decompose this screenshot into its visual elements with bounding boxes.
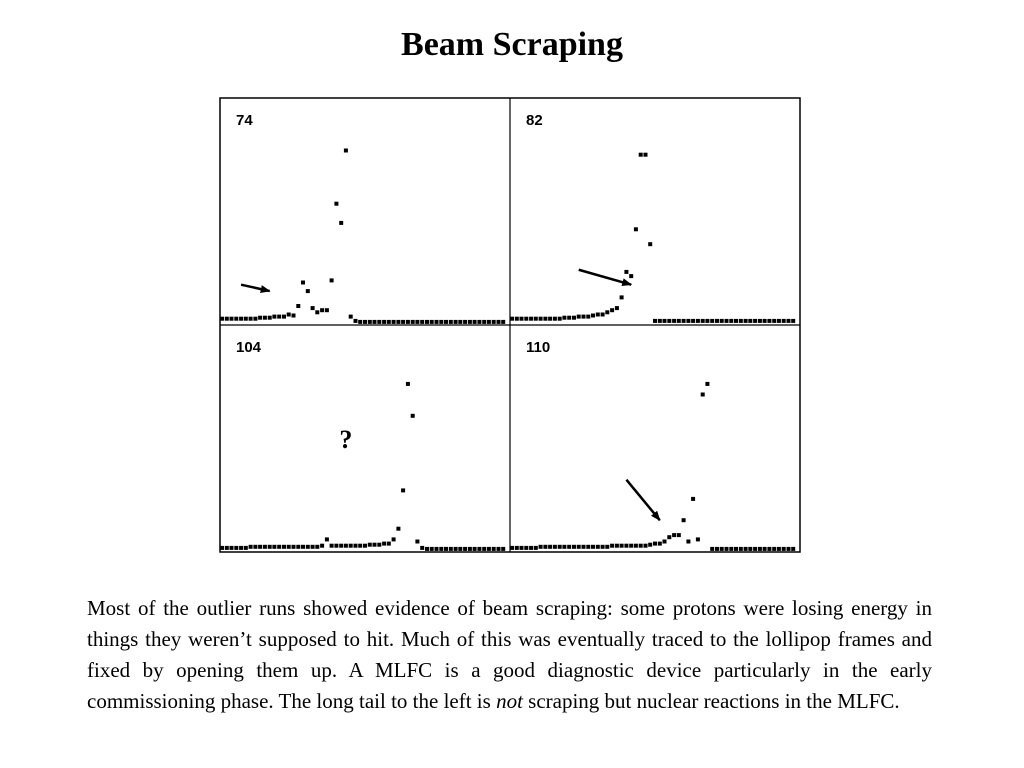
data-point [677,319,681,323]
data-point [558,317,562,321]
data-point [734,547,738,551]
data-point [263,545,267,549]
data-point [382,542,386,546]
data-point [287,545,291,549]
data-point [653,319,657,323]
data-point [591,545,595,549]
panel-74 [220,112,505,324]
data-point [601,313,605,317]
data-point [667,535,671,539]
data-point [268,545,272,549]
data-point [577,545,581,549]
data-point [610,308,614,312]
annotation-question-mark: ? [339,424,353,454]
data-point [263,316,267,320]
data-point [253,317,257,321]
data-point [368,543,372,547]
data-point [548,317,552,321]
data-point [234,317,238,321]
data-point [515,546,519,550]
data-point [672,319,676,323]
data-point [225,317,229,321]
data-point [634,227,638,231]
annotation-arrow [241,285,270,291]
data-point [411,320,415,324]
data-point [449,320,453,324]
data-point [672,533,676,537]
data-point [296,304,300,308]
data-point [444,320,448,324]
panel-104 [220,339,505,551]
data-point [311,545,315,549]
data-point [543,545,547,549]
data-point [748,547,752,551]
data-point [763,547,767,551]
data-point [705,382,709,386]
data-point [663,540,667,544]
data-point [782,319,786,323]
data-point [744,319,748,323]
slide-title: Beam Scraping [401,26,623,63]
data-point [791,547,795,551]
data-point [629,544,633,548]
caption-text-start: Most of the outlier runs showed evidence of beam scraping: some protons were losing energy in things they weren’t supposed to hit. Much of this was eventually traced to the lollipop frames and fixed by opening them up. A MLFC is a good diagnostic device particularly in the early commissioning phase. The long tail to the left is [87,596,932,713]
data-point [758,319,762,323]
data-point [620,295,624,299]
data-point [477,320,481,324]
data-point [244,546,248,550]
data-point [401,320,405,324]
data-point [725,547,729,551]
data-point [682,319,686,323]
data-point [296,545,300,549]
data-point [787,319,791,323]
data-point [373,320,377,324]
data-point [744,547,748,551]
data-point [562,316,566,320]
data-point [562,545,566,549]
panel-label: 74 [236,112,253,129]
data-point [287,313,291,317]
data-point [567,316,571,320]
data-point [553,545,557,549]
data-point [634,544,638,548]
data-point [501,320,505,324]
data-point [258,545,262,549]
data-point [729,319,733,323]
data-point [415,320,419,324]
data-point [624,270,628,274]
data-point [701,319,705,323]
data-point [558,545,562,549]
data-point [439,547,443,551]
data-point [524,546,528,550]
data-point [339,544,343,548]
data-point [791,319,795,323]
data-point [497,547,501,551]
annotation-arrow [626,480,659,520]
data-point [710,547,714,551]
data-point [411,414,415,418]
data-point [244,317,248,321]
caption-text-end: scraping but nuclear reactions in the MLFC. [522,689,900,713]
data-point [468,320,472,324]
data-point [720,319,724,323]
data-point [277,315,281,319]
data-point [482,547,486,551]
data-point [387,320,391,324]
data-point [392,320,396,324]
data-point [330,278,334,282]
data-point [739,319,743,323]
data-point [572,545,576,549]
scatter-figure [219,97,801,553]
data-point [577,315,581,319]
data-point [715,319,719,323]
data-point [320,544,324,548]
data-point [468,547,472,551]
data-point [553,317,557,321]
data-point [349,315,353,319]
data-point [430,320,434,324]
data-point [543,317,547,321]
data-point [435,320,439,324]
data-point [753,547,757,551]
data-point [306,289,310,293]
data-point [477,547,481,551]
data-point [629,274,633,278]
data-point [487,547,491,551]
data-point [686,319,690,323]
caption-emphasis: not [496,689,523,713]
data-point [658,542,662,546]
data-point [782,547,786,551]
data-point [520,317,524,321]
data-point [354,319,358,323]
data-point [682,518,686,522]
data-point [710,319,714,323]
panel-label: 82 [526,112,543,129]
data-point [492,547,496,551]
panel-82 [510,112,795,323]
data-point [234,546,238,550]
data-point [330,544,334,548]
data-point [458,320,462,324]
data-point [239,546,243,550]
data-point [349,544,353,548]
data-point [615,306,619,310]
data-point [282,545,286,549]
data-point [572,316,576,320]
data-point [487,320,491,324]
scatter-panels-svg [219,97,801,553]
data-point [777,547,781,551]
data-point [444,547,448,551]
data-point [363,544,367,548]
data-point [463,547,467,551]
data-point [377,543,381,547]
data-point [258,316,262,320]
data-point [529,317,533,321]
data-point [667,319,671,323]
data-point [686,540,690,544]
data-point [406,382,410,386]
data-point [658,319,662,323]
data-point [701,393,705,397]
data-point [767,319,771,323]
panel-label: 104 [236,339,262,356]
data-point [644,153,648,157]
data-point [582,545,586,549]
data-point [334,202,338,206]
caption-paragraph [87,593,932,717]
data-point [230,317,234,321]
data-point [401,488,405,492]
data-point [358,544,362,548]
data-point [320,308,324,312]
panel-110 [510,339,795,551]
data-point [306,545,310,549]
data-point [567,545,571,549]
data-point [601,545,605,549]
data-point [753,319,757,323]
data-point [482,320,486,324]
data-point [473,547,477,551]
data-point [596,545,600,549]
data-point [354,544,358,548]
data-point [463,320,467,324]
data-point [705,319,709,323]
data-point [605,545,609,549]
data-point [301,281,305,285]
data-point [497,320,501,324]
data-point [696,319,700,323]
data-point [663,319,667,323]
data-point [420,320,424,324]
data-point [430,547,434,551]
data-point [449,547,453,551]
data-point [239,317,243,321]
data-point [534,546,538,550]
data-point [787,547,791,551]
data-point [548,545,552,549]
data-point [763,319,767,323]
data-point [377,320,381,324]
data-point [315,545,319,549]
data-point [334,544,338,548]
data-point [734,319,738,323]
data-point [691,497,695,501]
data-point [696,537,700,541]
data-point [396,527,400,531]
data-point [605,310,609,314]
data-point [230,546,234,550]
data-point [387,542,391,546]
data-point [725,319,729,323]
data-point [363,320,367,324]
data-point [420,546,424,550]
data-point [396,320,400,324]
data-point [615,544,619,548]
data-point [272,315,276,319]
data-point [539,545,543,549]
annotation-arrow [579,270,631,285]
data-point [253,545,257,549]
data-point [406,320,410,324]
data-point [772,319,776,323]
data-point [425,547,429,551]
panel-label: 110 [526,339,551,356]
data-point [596,313,600,317]
data-point [772,547,776,551]
data-point [368,320,372,324]
data-point [225,546,229,550]
data-point [729,547,733,551]
data-point [534,317,538,321]
data-point [339,221,343,225]
data-point [677,533,681,537]
data-point [492,320,496,324]
data-point [249,317,253,321]
data-point [301,545,305,549]
data-point [425,320,429,324]
data-point [358,320,362,324]
data-point [501,547,505,551]
data-point [454,547,458,551]
data-point [624,544,628,548]
data-point [720,547,724,551]
data-point [515,317,519,321]
data-point [277,545,281,549]
data-point [282,315,286,319]
data-point [458,547,462,551]
data-point [439,320,443,324]
data-point [435,547,439,551]
data-point [415,540,419,544]
data-point [392,537,396,541]
data-point [586,545,590,549]
data-point [268,316,272,320]
data-point [767,547,771,551]
data-point [373,543,377,547]
data-point [586,315,590,319]
data-point [644,544,648,548]
data-point [454,320,458,324]
data-point [648,543,652,547]
data-point [591,314,595,318]
data-point [620,544,624,548]
data-point [639,153,643,157]
data-point [344,149,348,153]
data-point [344,544,348,548]
data-point [529,546,533,550]
data-point [777,319,781,323]
data-point [582,315,586,319]
data-point [739,547,743,551]
data-point [249,545,253,549]
data-point [758,547,762,551]
data-point [325,308,329,312]
data-point [748,319,752,323]
data-point [648,242,652,246]
data-point [539,317,543,321]
data-point [610,544,614,548]
data-point [473,320,477,324]
data-point [520,546,524,550]
data-point [325,537,329,541]
data-point [653,542,657,546]
data-point [524,317,528,321]
data-point [315,310,319,314]
data-point [292,314,296,318]
data-point [292,545,296,549]
data-point [272,545,276,549]
data-point [715,547,719,551]
data-point [382,320,386,324]
data-point [639,544,643,548]
data-point [311,306,315,310]
data-point [691,319,695,323]
